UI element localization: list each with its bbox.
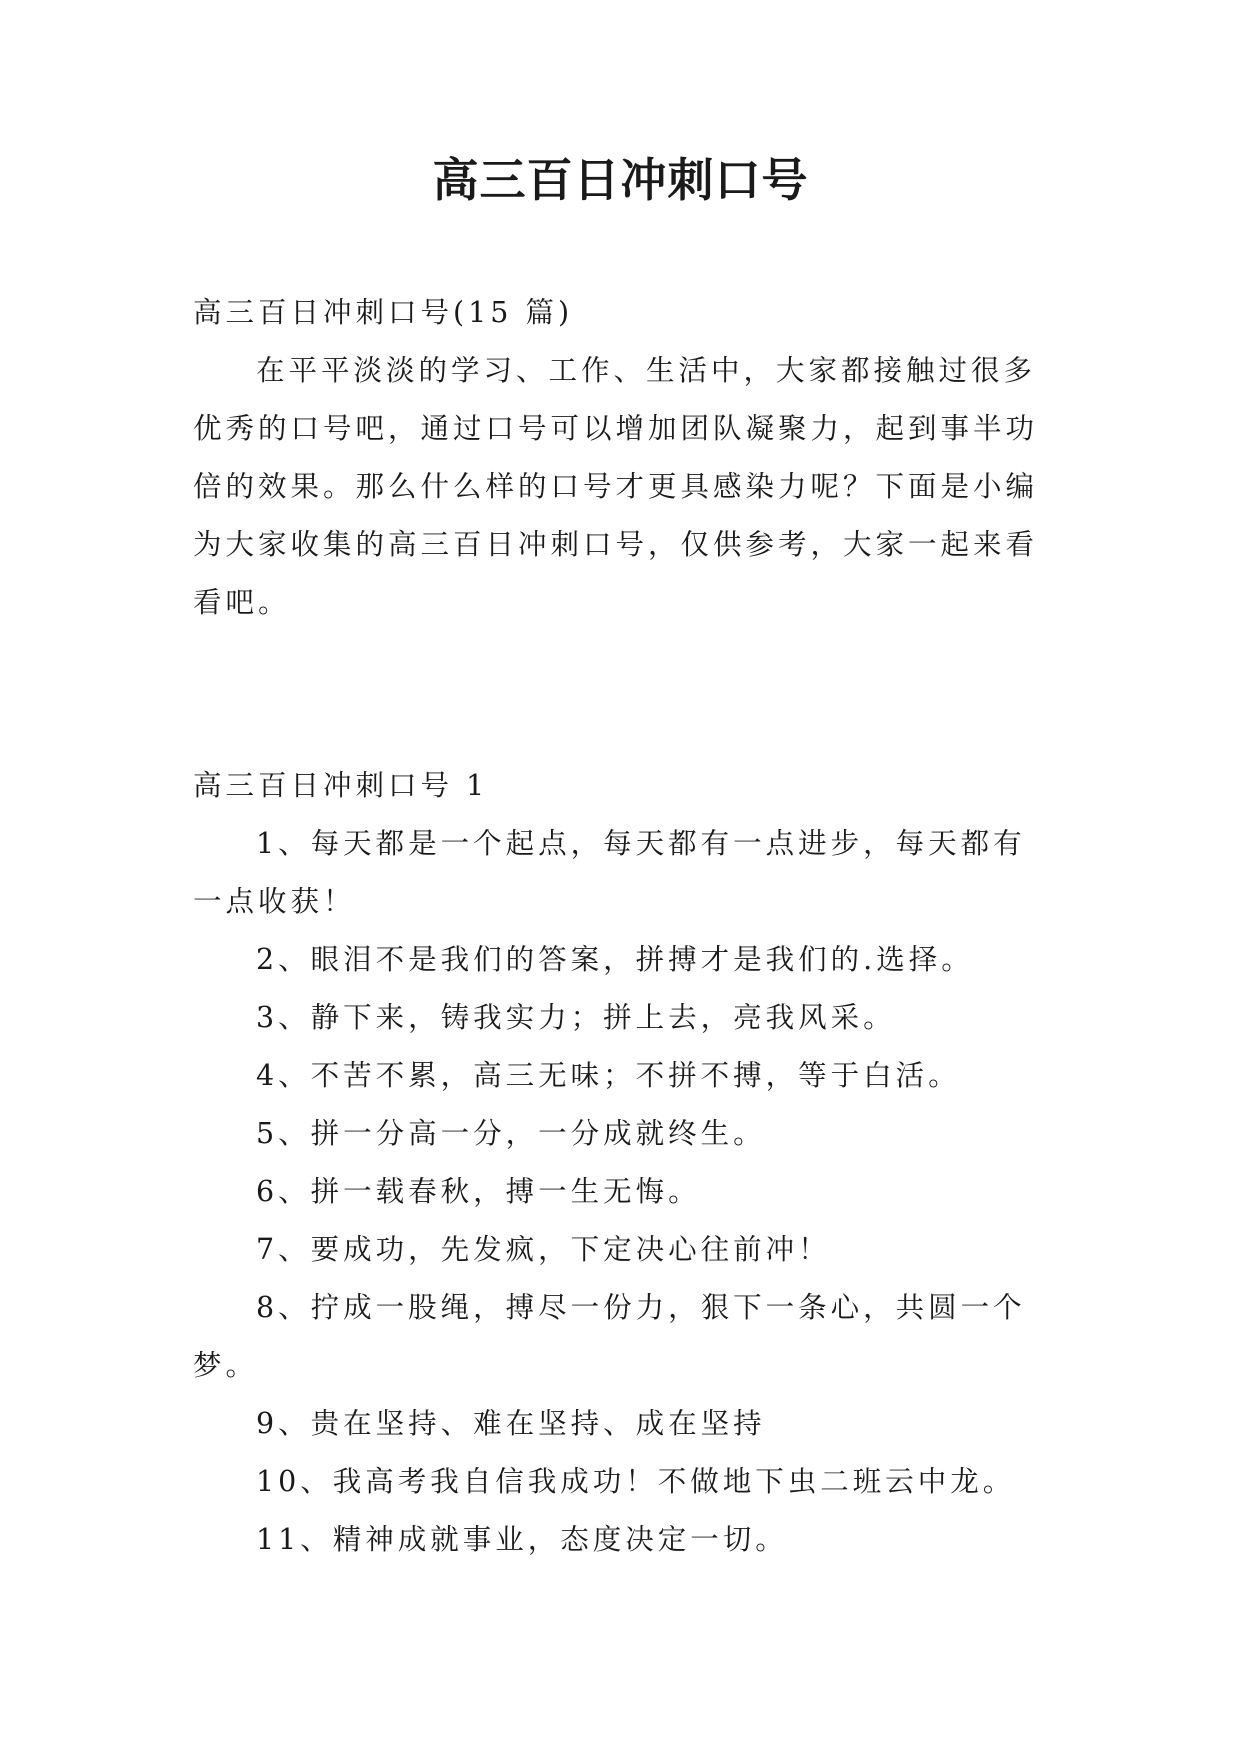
- list-item: 7、要成功，先发疯，下定决心往前冲！: [256, 1233, 831, 1266]
- list-item: 8、拧成一股绳，搏尽一份力，狠下一条心，共圆一个梦。: [193, 1291, 1026, 1382]
- list-item: 1、每天都是一个起点，每天都有一点进步，每天都有一点收获！: [193, 827, 1026, 918]
- intro-paragraph: 在平平淡淡的学习、工作、生活中，大家都接触过很多优秀的口号吧，通过口号可以增加团队凝聚力，起到事半功倍的效果。那么什么样的口号才更具感染力呢？下面是小编为大家收集的高三百日冲刺口号，仅供参考，大家一起来看看吧。: [193, 354, 1039, 619]
- list-item: 10、我高考我自信我成功！不做地下虫二班云中龙。: [256, 1465, 1016, 1498]
- document-title: 高三百日冲刺口号: [432, 153, 809, 207]
- section-1: [193, 757, 1058, 1569]
- list-item: 5、拼一分高一分，一分成就终生。: [256, 1117, 766, 1150]
- list-item: 9、贵在坚持、难在坚持、成在坚持: [256, 1407, 766, 1440]
- document-subtitle: 高三百日冲刺口号(15 篇): [193, 296, 574, 329]
- list-item: 3、静下来，铸我实力；拼上去，亮我风采。: [256, 1001, 896, 1034]
- intro-block: [193, 284, 1058, 632]
- list-item: 2、眼泪不是我们的答案，拼搏才是我们的.选择。: [256, 943, 974, 976]
- list-item: 4、不苦不累，高三无味；不拼不搏，等于白活。: [256, 1059, 961, 1092]
- list-item: 6、拼一载春秋，搏一生无悔。: [256, 1175, 701, 1208]
- list-item: 11、精神成就事业，态度决定一切。: [256, 1523, 788, 1556]
- section-heading: 高三百日冲刺口号 1: [193, 769, 489, 802]
